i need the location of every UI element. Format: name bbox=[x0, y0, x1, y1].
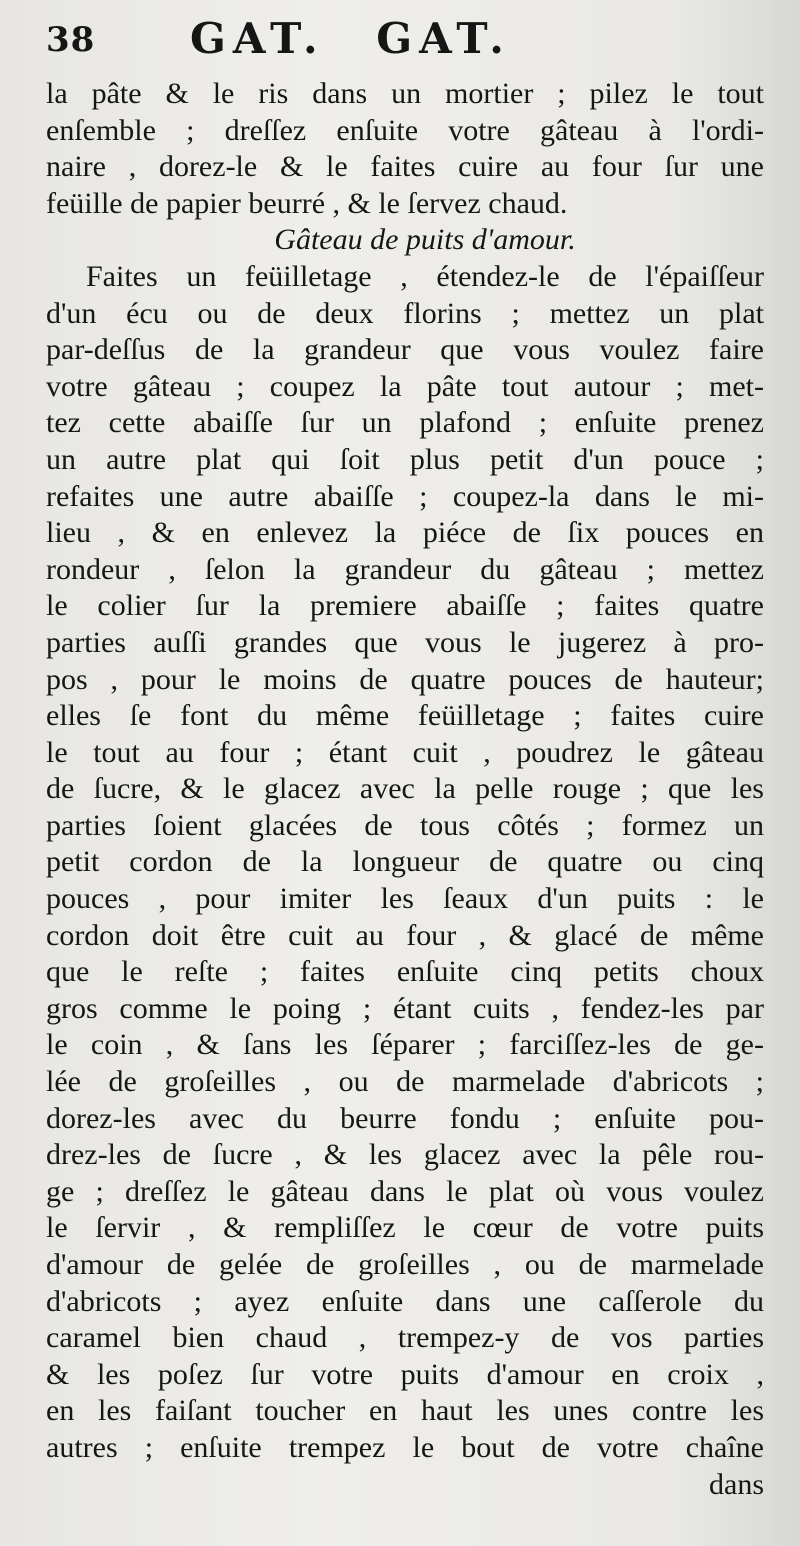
text-line: gros comme le poing ; étant cuits , fendez-les par bbox=[46, 991, 764, 1025]
text-line: refaites une autre abaiſſe ; coupez-la dans le mi- bbox=[46, 479, 764, 513]
text-line: ge ; dreſſez le gâteau dans le plat où vous voulez bbox=[46, 1174, 764, 1208]
text-line: d'amour de gelée de groſeilles , ou de marmelade bbox=[46, 1248, 764, 1281]
page-number: 38 bbox=[46, 20, 96, 60]
text-line: lieu , & en enlevez la piéce de ſix pouces en bbox=[46, 516, 764, 550]
text-line: lée de groſeilles , ou de marmelade d'abricots ; bbox=[46, 1065, 764, 1099]
recipe-body bbox=[46, 259, 764, 1467]
text-line: par-deſſus de la grandeur que vous voulez faire bbox=[46, 333, 764, 367]
text-line: parties ſoient glacées de tous côtés ; formez un bbox=[46, 808, 764, 842]
text-line: dorez-les avec du beurre fondu ; enſuite pou- bbox=[46, 1101, 764, 1135]
text-line: le colier ſur la premiere abaiſſe ; faites quatre bbox=[46, 589, 764, 623]
page-text bbox=[46, 76, 764, 1503]
text-line: d'abricots ; ayez enſuite dans une caſſerole du bbox=[46, 1284, 764, 1318]
text-line: de ſucre, & le glacez avec la pelle rouge ; que les bbox=[46, 772, 764, 806]
text-line: feüille de papier beurré , & le ſervez chaud. bbox=[46, 186, 568, 220]
text-line: caramel bien chaud , trempez-y de vos parties bbox=[46, 1321, 764, 1355]
text-line: votre gâteau ; coupez la pâte tout autour ; met- bbox=[46, 369, 764, 403]
text-line: d'un écu ou de deux florins ; mettez un plat bbox=[46, 296, 764, 330]
text-line: rondeur , ſelon la grandeur du gâteau ; mettez bbox=[46, 552, 764, 586]
text-line: & les poſez ſur votre puits d'amour en croix , bbox=[46, 1357, 764, 1391]
running-head: GAT. GAT. bbox=[190, 14, 511, 63]
text-line: pouces , pour imiter les ſeaux d'un puits : le bbox=[46, 882, 764, 916]
text-line: que le reſte ; faites enſuite cinq petits choux bbox=[46, 955, 764, 989]
text-line: enſemble ; dreſſez enſuite votre gâteau à l'ordi- bbox=[46, 113, 764, 147]
text-line: parties auſſi grandes que vous le jugerez à pro- bbox=[46, 625, 764, 659]
text-line: elles ſe font du même feüilletage ; faites cuire bbox=[46, 699, 764, 733]
text-line: le tout au four ; étant cuit , poudrez le gâteau bbox=[46, 735, 764, 769]
text-line: un autre plat qui ſoit plus petit d'un pouce ; bbox=[46, 442, 764, 476]
recipe-title: Gâteau de puits d'amour. bbox=[274, 223, 576, 257]
text-line: la pâte & le ris dans un mortier ; pilez le tout bbox=[46, 77, 764, 110]
text-line: tez cette abaiſſe ſur un plafond ; enſuite prenez bbox=[46, 406, 764, 440]
text-line: cordon doit être cuit au four , & glacé de même bbox=[46, 918, 764, 952]
text-line: Faites un feüilletage , étendez-le de l'épaiſſeur bbox=[86, 259, 764, 293]
text-line: autres ; enſuite trempez le bout de votre chaîne bbox=[46, 1430, 764, 1464]
text-line: pos , pour le moins de quatre pouces de hauteur; bbox=[46, 662, 764, 696]
catchword: dans bbox=[709, 1467, 764, 1501]
text-line: le ſervir , & rempliſſez le cœur de votre puits bbox=[46, 1211, 764, 1245]
text-line: drez-les de ſucre , & les glacez avec la pêle rou- bbox=[46, 1138, 764, 1172]
text-line: naire , dorez-le & le faites cuire au four ſur une bbox=[46, 150, 764, 184]
text-line: en les faiſant toucher en haut les unes contre les bbox=[46, 1394, 764, 1428]
text-line: petit cordon de la longueur de quatre ou cinq bbox=[46, 845, 764, 879]
text-line: le coin , & ſans les ſéparer ; farciſſez-les de ge- bbox=[46, 1028, 764, 1062]
page-header bbox=[46, 14, 764, 76]
